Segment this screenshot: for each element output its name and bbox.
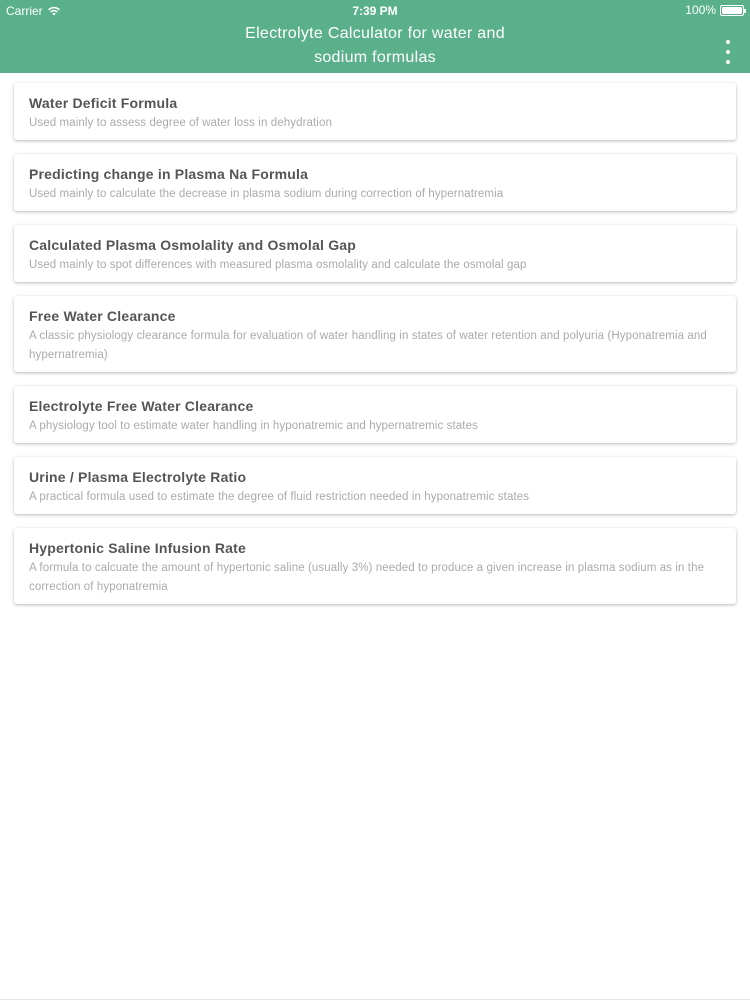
formula-card-plasma-na-change[interactable] — [14, 154, 736, 211]
status-right — [685, 3, 744, 17]
formula-title: Free Water Clearance — [29, 308, 176, 324]
formula-card-urine-plasma-ratio[interactable] — [14, 457, 736, 514]
formula-list — [14, 83, 736, 618]
formula-card-water-deficit[interactable] — [14, 83, 736, 140]
page-title-line-1: Electrolyte Calculator for water and — [245, 25, 505, 42]
battery-icon — [720, 5, 744, 16]
formula-title: Electrolyte Free Water Clearance — [29, 398, 254, 414]
formula-title: Urine / Plasma Electrolyte Ratio — [29, 469, 247, 485]
formula-description: Used mainly to assess degree of water loss in dehydration — [29, 117, 332, 129]
formula-card-electrolyte-free-water-clearance[interactable] — [14, 386, 736, 443]
formula-description: A physiology tool to estimate water handling in hyponatremic and hypernatremic states — [29, 420, 478, 432]
formula-card-hypertonic-saline[interactable] — [14, 528, 736, 604]
formula-title: Water Deficit Formula — [29, 95, 178, 111]
app-header — [0, 0, 750, 73]
formula-description: A classic physiology clearance formula for evaluation of water handling in states of water retention and polyuria (Hyponatremia and hypernatremia) — [29, 330, 707, 361]
formula-card-plasma-osmolality[interactable] — [14, 225, 736, 282]
page-title — [150, 22, 600, 70]
formula-description: Used mainly to spot differences with measured plasma osmolality and calculate the osmolal gap — [29, 259, 527, 271]
formula-title: Hypertonic Saline Infusion Rate — [29, 540, 247, 556]
formula-description: A formula to calcuate the amount of hypertonic saline (usually 3%) needed to produce a given increase in plasma sodium as in the correction of hyponatremia — [29, 562, 705, 593]
status-time: 7:39 PM — [352, 4, 398, 18]
battery-percentage: 100% — [685, 3, 716, 17]
more-vertical-icon[interactable] — [720, 40, 736, 64]
formula-description: A practical formula used to estimate the degree of fluid restriction needed in hyponatremic states — [29, 491, 530, 503]
formula-title: Calculated Plasma Osmolality and Osmolal Gap — [29, 237, 357, 253]
formula-card-free-water-clearance[interactable] — [14, 296, 736, 372]
status-bar — [0, 0, 750, 20]
formula-description: Used mainly to calculate the decrease in plasma sodium during correction of hypernatremia — [29, 188, 504, 200]
carrier-label: Carrier — [6, 4, 43, 18]
formula-title: Predicting change in Plasma Na Formula — [29, 166, 309, 182]
page-title-line-2: sodium formulas — [314, 49, 436, 66]
